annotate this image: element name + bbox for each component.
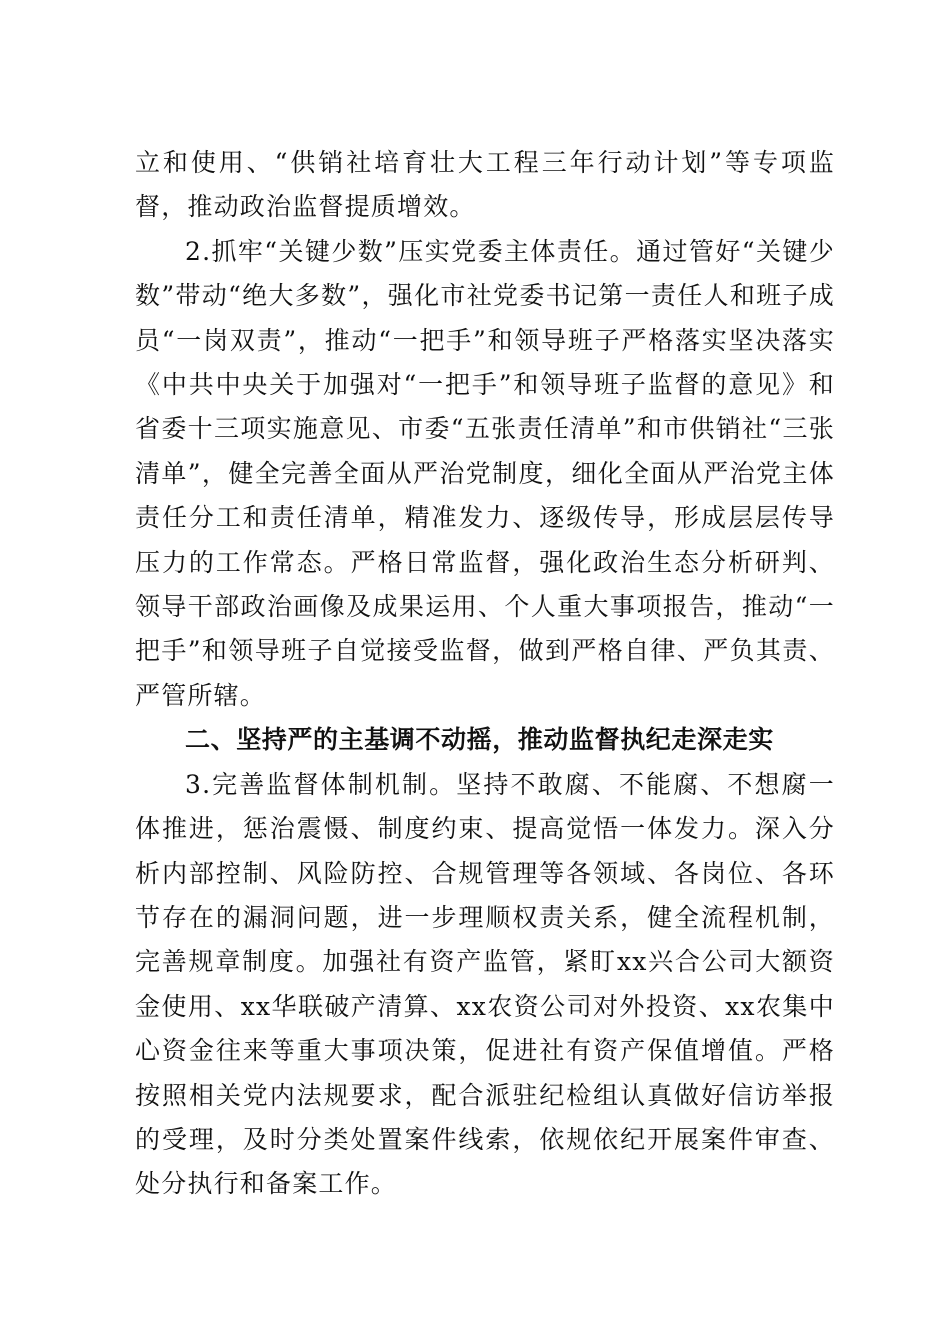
paragraph-2-party-responsibility: 2.抓牢“关键少数”压实党委主体责任。通过管好“关键少数”带动“绝大多数”，强化市社党委书记第一责任人和班子成员“一岗双责”，推动“一把手”和领导班子严格落实坚决落实《中共中央关于加强对“一把手”和领导班子监督的意见》和省委十三项实施意见、市委“五张责任清单”和市供销社“三张清单”，健全完善全面从严治党制度，细化全面从严治党主体责任分工和责任清单，精准发力、逐级传导，形成层层传导压力的工作常态。严格日常监督，强化政治生态分析研判、领导干部政治画像及成果运用、个人重大事项报告，推动“一把手”和领导班子自觉接受监督，做到严格自律、严负其责、严管所辖。 <box>135 236 835 710</box>
paragraph-continuation: 立和使用、“供销社培育壮大工程三年行动计划”等专项监督，推动政治监督提质增效。 <box>135 148 835 222</box>
document-body <box>135 141 835 1207</box>
paragraph-3-supervision-mechanism: 3.完善监督体制机制。坚持不敢腐、不能腐、不想腐一体推进，惩治震慑、制度约束、提高觉悟一体发力。深入分析内部控制、风险防控、合规管理等各领域、各岗位、各环节存在的漏洞问题，进一步理顺权责关系，健全流程机制，完善规章制度。加强社有资产监管，紧盯xx兴合公司大额资金使用、xx华联破产清算、xx农资公司对外投资、xx农集中心资金往来等重大事项决策，促进社有资产保值增值。严格按照相关党内法规要求，配合派驻纪检组认真做好信访举报的受理，及时分类处置案件线索，依规依纪开展案件审查、处分执行和备案工作。 <box>135 769 835 1199</box>
section-heading-2: 二、坚持严的主基调不动摇，推动监督执纪走深走实 <box>185 725 774 755</box>
